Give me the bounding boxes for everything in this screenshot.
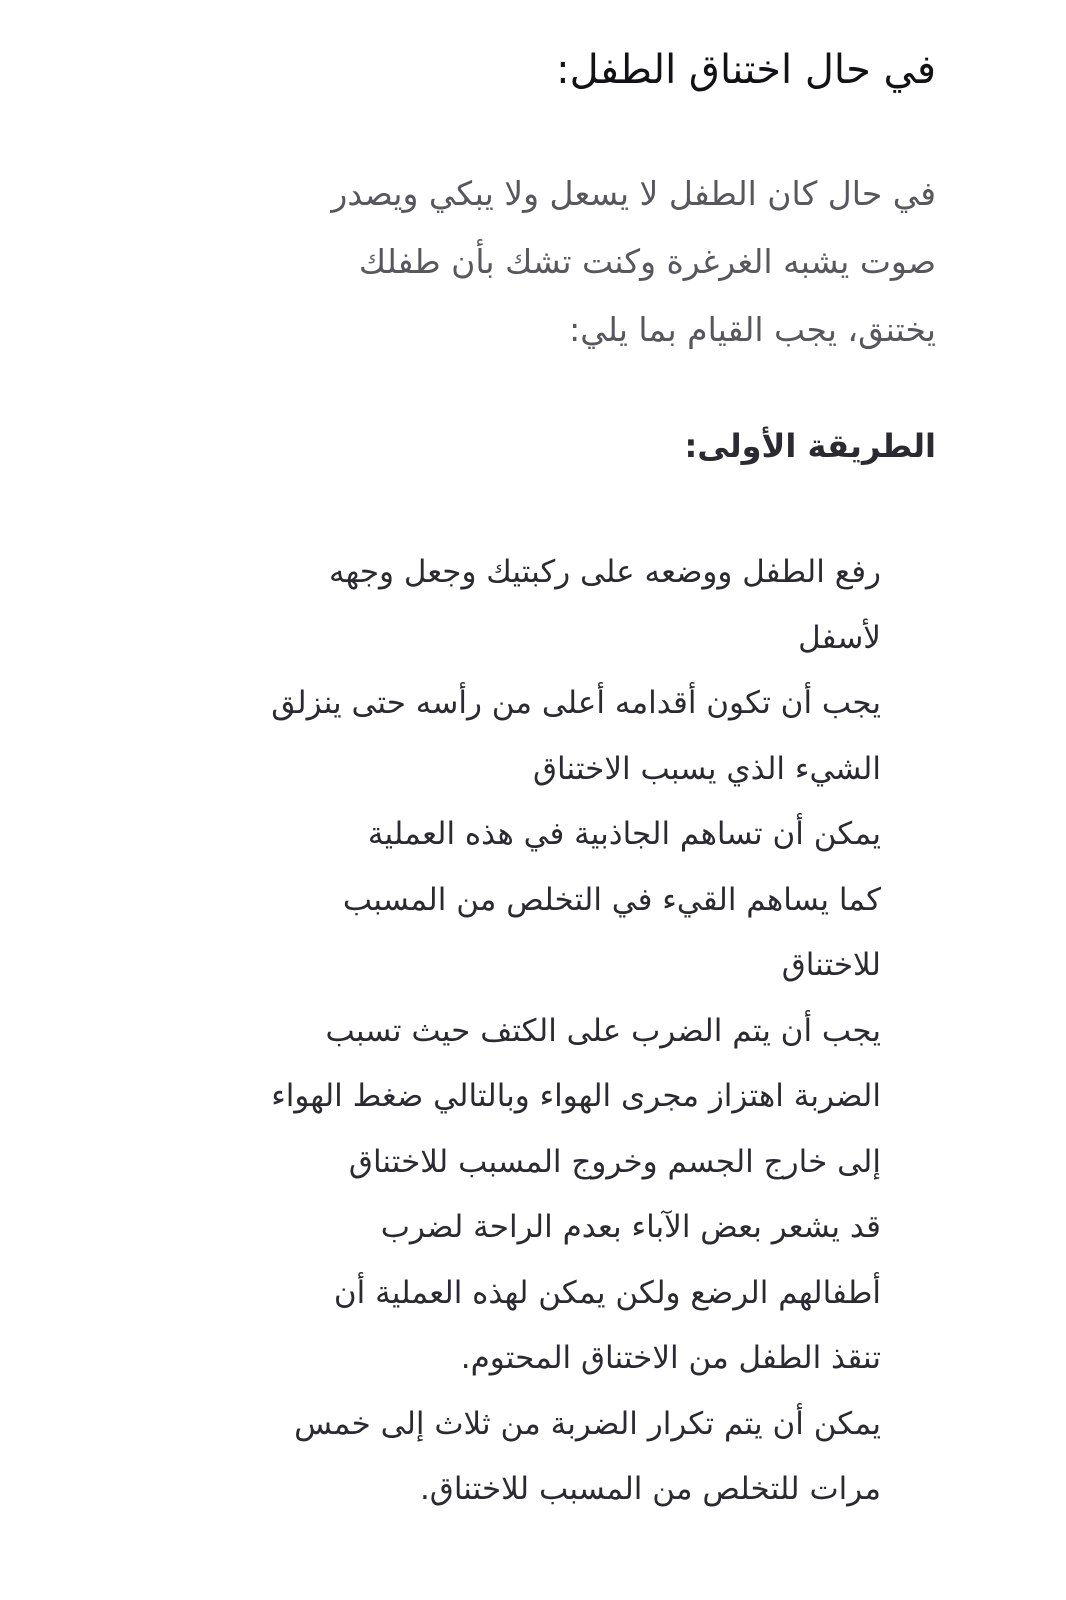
- steps-list: [271, 540, 881, 1523]
- step-line: يجب أن تكون أقدامه أعلى من رأسه حتى ينزلق: [271, 685, 881, 721]
- step-item: [271, 540, 881, 671]
- step-item: [271, 671, 881, 802]
- step-line: يمكن أن يتم تكرار الضربة من ثلاث إلى خمس: [294, 1405, 881, 1442]
- step-line: تنقذ الطفل من الاختناق المحتوم.: [460, 1340, 881, 1376]
- step-item: [271, 1392, 881, 1523]
- step-line: كما يساهم القيء في التخلص من المسبب: [342, 881, 881, 918]
- step-item: [271, 1195, 881, 1392]
- step-item: [271, 868, 881, 999]
- intro-line: يختنق، يجب القيام بما يلي:: [569, 310, 936, 349]
- step-item: [271, 999, 881, 1196]
- intro-line: صوت يشبه الغرغرة وكنت تشك بأن طفلك: [358, 242, 936, 281]
- step-line: يجب أن يتم الضرب على الكتف حيث تسبب: [325, 1012, 881, 1049]
- step-line: للاختناق: [781, 947, 881, 983]
- step-line: مرات للتخلص من المسبب للاختناق.: [419, 1471, 881, 1507]
- step-line: إلى خارج الجسم وخروج المسبب للاختناق: [348, 1143, 881, 1180]
- step-line: قد يشعر بعض الآباء بعدم الراحة لضرب: [380, 1209, 881, 1245]
- step-line: لأسفل: [798, 619, 881, 656]
- step-line: يمكن أن تساهم الجاذبية في هذه العملية: [367, 816, 881, 852]
- method-heading: الطريقة الأولى:: [684, 427, 936, 465]
- step-item: [271, 802, 881, 868]
- step-line: الضربة اهتزاز مجرى الهواء وبالتالي ضغط الهواء: [271, 1078, 881, 1114]
- article-title: في حال اختناق الطفل:: [556, 47, 936, 93]
- intro-paragraph: [331, 160, 936, 364]
- intro-line: في حال كان الطفل لا يسعل ولا يبكي ويصدر: [331, 174, 936, 213]
- step-line: الشيء الذي يسبب الاختناق: [532, 750, 881, 787]
- step-line: رفع الطفل ووضعه على ركبتيك وجعل وجهه: [328, 554, 881, 590]
- step-line: أطفالهم الرضع ولكن يمكن لهذه العملية أن: [333, 1274, 881, 1311]
